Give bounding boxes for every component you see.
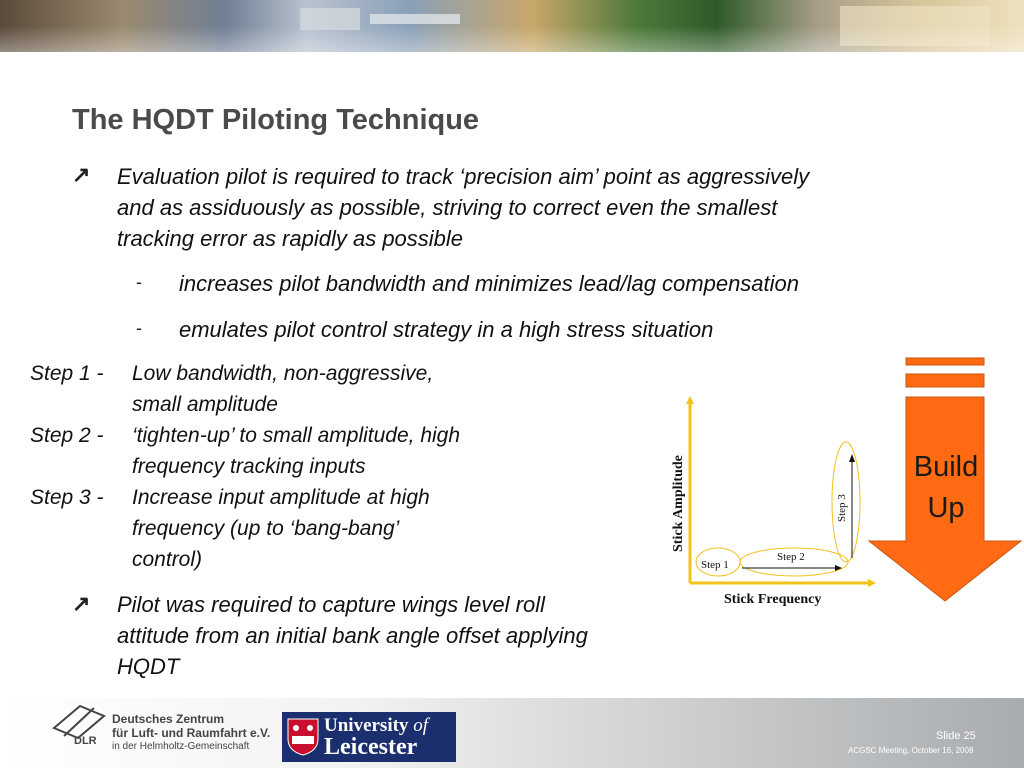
university-word: University	[324, 715, 409, 736]
step-text: control)	[132, 548, 203, 571]
university-of: of	[413, 715, 428, 736]
leicester-word: Leicester	[324, 734, 418, 760]
step2-label: Step 2	[777, 551, 805, 563]
sub-bullet-text: increases pilot bandwidth and minimizes lead/lag compensation	[179, 271, 800, 296]
dash-bullet: -	[136, 272, 142, 292]
step-text: small amplitude	[132, 393, 278, 416]
dlr-name	[112, 712, 270, 754]
step3-label: Step 3	[836, 494, 848, 522]
dlr-abbrev: DLR	[74, 735, 97, 747]
bullet-line: tracking error as rapidly as possible	[117, 226, 464, 251]
shield-icon	[286, 717, 320, 757]
sub-bullet-text: emulates pilot control strategy in a high stress situation	[179, 317, 714, 342]
step-item	[30, 420, 590, 451]
step-text: frequency tracking inputs	[132, 455, 366, 478]
bullet-line: attitude from an initial bank angle offset applying	[117, 623, 588, 648]
build-bar	[906, 358, 984, 365]
step-text: Low bandwidth, non-aggressive,	[132, 362, 434, 385]
meeting-info: ACGSC Meeting, October 16, 2008	[848, 746, 974, 755]
steps-list	[30, 358, 590, 575]
slide-title: The HQDT Piloting Technique	[72, 104, 480, 136]
step-label: Step 1 -	[30, 362, 104, 385]
arrow-bullet-icon: ↗	[72, 591, 91, 616]
bullet-line: Evaluation pilot is required to track ‘precision aim’ point as aggressively	[117, 164, 810, 189]
university-logo	[282, 712, 456, 762]
dlr-line: in der Helmholtz-Gemeinschaft	[112, 741, 250, 752]
header-banner	[0, 0, 1024, 52]
dlr-logo-icon	[50, 700, 108, 748]
amplitude-frequency-diagram	[664, 392, 884, 622]
build-label: Build	[913, 451, 979, 483]
bullet-line: and as assiduously as possible, striving to correct even the smallest	[117, 195, 778, 220]
dash-bullet: -	[136, 318, 142, 338]
y-axis-arrowhead	[686, 396, 694, 404]
x-axis-label: Stick Frequency	[724, 592, 822, 607]
step-label: Step 3 -	[30, 486, 104, 509]
up-label: Up	[927, 492, 965, 524]
step-text: ‘tighten-up’ to small amplitude, high	[132, 424, 461, 447]
step3-arrowhead	[849, 454, 855, 462]
slide-label: Slide	[936, 730, 961, 742]
step-text: frequency (up to ‘bang-bang’	[132, 517, 400, 540]
bullet-line: HQDT	[117, 654, 180, 679]
step-item	[30, 482, 590, 513]
dlr-line: Deutsches Zentrum	[112, 712, 225, 726]
bullet-line: Pilot was required to capture wings level roll	[117, 592, 545, 617]
step-item	[30, 358, 590, 389]
y-axis-label: Stick Amplitude	[671, 455, 686, 552]
arrow-bullet-icon: ↗	[72, 162, 91, 187]
step-text: Increase input amplitude at high	[132, 486, 430, 509]
dlr-line: für Luft- und Raumfahrt e.V.	[112, 726, 271, 740]
slide-number-value: 25	[963, 730, 976, 742]
step-label: Step 2 -	[30, 424, 104, 447]
build-up-arrow	[866, 355, 1024, 605]
build-bar	[906, 374, 984, 387]
slide-number	[936, 730, 976, 742]
step1-label: Step 1	[701, 559, 729, 571]
